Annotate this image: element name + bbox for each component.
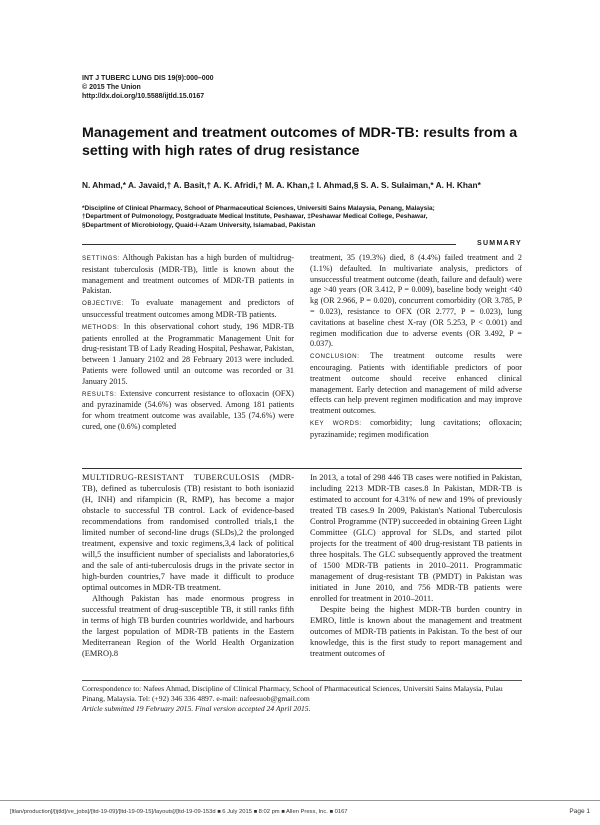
submission-dates: Article submitted 19 February 2015. Final version accepted 24 April 2015.	[82, 704, 311, 713]
body-right-column	[310, 472, 522, 659]
objective-label: OBJECTIVE:	[82, 300, 125, 308]
body-paragraph: Despite being the highest MDR-TB burden country in EMRO, little is known about the management and treatment outcomes of MDR-TB patients in Pakistan. To the best of our knowledge, this is the first study to report management and treatment outcomes of	[310, 605, 522, 658]
affiliation-line: †Department of Pulmonology, Postgraduate Medical Institute, Peshawar, ‡Peshawar Medical College, Peshawar,	[82, 213, 428, 221]
keywords-label: KEY WORDS:	[310, 419, 362, 427]
body-paragraph: In 2013, a total of 298 446 TB cases were notified in Pakistan, including 2213 MDR-TB cases.8 In Pakistan, MDR-TB is estimated to account for 4.31% of new and 19% of previously treated TB cases.9 In 2009, Pakistan's National Tuberculosis Control Programme (NTP) succeeded in obtaining Green Light Committee (GLC) approval for SLDs, and started pilot projects for the treatment of 400 drug-resistant TB patients in three hospitals. The GLC subsequently approved the treatment of 1500 MDR-TB patients in 2010–2011. Programmatic management of drug-resistant TB (PMDT) in Pakistan was initiated in June 2010, and 756 MDR-TB patients were enrolled for treatment in 2010–2011.	[310, 473, 522, 603]
abstract-results	[82, 389, 294, 433]
abstract-methods	[82, 322, 294, 388]
conclusion-label: CONCLUSION:	[310, 353, 360, 361]
abstract-objective	[82, 298, 294, 321]
footnote	[82, 684, 522, 714]
summary-heading: SUMMARY	[476, 240, 522, 247]
abstract-left-column	[82, 253, 294, 434]
abstract-setting	[82, 253, 294, 297]
journal-doi[interactable]: http://dx.doi.org/10.5588/ijtld.15.0167	[82, 93, 205, 100]
methods-text: In this observational cohort study, 196 MDR-TB patients enrolled at the Programmatic Management Unit for drug-resistant TB of Lady Reading Hospital, Peshawar, Pakistan, between 1 January 2102 and 28 February 2013 were included. Patients were followed until an outcome was recorded or 31 January 2015.	[82, 321, 295, 386]
setting-text: Although Pakistan has a high burden of multidrug-resistant tuberculosis (MDR-TB), little is known about the management and treatment outcomes of MDR-TB patients in Pakistan.	[82, 253, 294, 296]
abstract-bottom-divider	[82, 468, 522, 469]
print-slug-bar	[0, 800, 600, 825]
setting-label: SETTINGS:	[82, 255, 121, 262]
paragraph-text: (MDR-TB), defined as tuberculosis (TB) resistant to both isoniazid (H, INH) and rifampicin (R, RMP), has become a major obstacle to successful TB control. Lack of evidence-based recommendations from randomised controlled trials,1 the limited number of second-line drugs (SLDs),2 the prolonged treatment, expensive and toxic regimens,3,4 lack of political will,5 the insufficient number of specialists and laboratories,6 and the sale of anti-tuberculosis drugs in the private sector in high-burden countries,7 have made it difficult to produce optimal outcomes in MDR-TB treatment.	[82, 473, 294, 592]
abstract-keywords	[310, 418, 522, 441]
journal-header	[82, 74, 213, 101]
affiliations	[82, 205, 522, 230]
footnote-divider	[82, 680, 522, 681]
abstract-right-column	[310, 253, 522, 442]
results-label: RESULTS:	[82, 390, 117, 398]
page-number: Page 1	[569, 808, 590, 815]
journal-citation: INT J TUBERC LUNG DIS 19(9):000–000	[82, 75, 214, 82]
summary-divider	[82, 244, 456, 245]
methods-label: METHODS:	[82, 323, 120, 331]
journal-copyright: © 2015 The Union	[82, 84, 141, 91]
affiliation-line: *Discipline of Clinical Pharmacy, School of Pharmaceutical Sciences, Universiti Sains Malaysia, Penang, Malaysia;	[82, 205, 435, 212]
article-title: Management and treatment outcomes of MDR-TB: results from a setting with high rates of drug resistance	[82, 125, 518, 159]
correspondence: Correspondence to: Nafees Ahmad, Discipline of Clinical Pharmacy, School of Pharmaceutical Sciences, Universiti Sains Malaysia, Pulau Pinang, Malaysia. Tel: (+92) 346 336 4897. e-mail: nafeesuob@gmail.com	[82, 684, 503, 703]
objective-text: To evaluate management and predictors of unsuccessful treatment outcomes among MDR-TB patients.	[82, 298, 294, 319]
results-text-a: Extensive concurrent resistance to ofloxacin (OFX) and pyrazinamide (54.6%) was observed. Among 181 patients for whom treatment outcome was available, 135 (74.6%) were cured, one (0.6%) completed	[82, 388, 295, 431]
conclusion-text: The treatment outcome results were encouraging. Patients with identifiable predictors of poor treatment outcome should receive enhanced clinical management. Early detection and management of mild adverse effects can help prevent regimen modification and may improve treatment outcomes.	[310, 351, 522, 416]
body-paragraph: Although Pakistan has made enormous progress in successful treatment of drug-susceptible TB, it still ranks fifth in terms of high TB burden countries worldwide, and harbours the largest population of MDR-TB patients in the Eastern Mediterranean Region of the World Health Organization (EMRO).8	[82, 594, 294, 658]
affiliation-line: §Department of Microbiology, Quaid-i-Azam University, Islamabad, Pakistan	[82, 221, 316, 229]
lead-in: MULTIDRUG-RESISTANT TUBERCULOSIS	[82, 473, 260, 482]
keywords-text: comorbidity; lung cavitations; ofloxacin; pyrazinamide; regimen modification	[310, 417, 522, 439]
body-left-column	[82, 472, 294, 659]
author-list: N. Ahmad,* A. Javaid,† A. Basit,† A. K. Afridi,† M. A. Khan,‡ I. Ahmad,§ S. A. S. Sulaiman,* A. H. Khan*	[82, 180, 481, 190]
abstract-conclusion	[310, 351, 522, 417]
abstract-results-cont: treatment, 35 (19.3%) died, 8 (4.4%) failed treatment and 2 (1.1%) defaulted. In multivariate analysis, predictors of unsuccessful treatment outcome (death, failure and default) were age >40 years (OR 3.412, P = 0.009), baseline body weight <40 kg (OR 2.966, P = 0.020), concurrent comorbidity (OR 3.785, P = 0.023), resistance to OFX (OR 2.777, P = 0.023), lung cavitations at baseline chest X-ray (OR 5.253, P < 0.001) and regimen modification due to adverse events (OR 3.492, P = 0.037).	[310, 253, 522, 349]
body-paragraph	[82, 472, 294, 593]
production-path: [ltlan/production]/[ijtld]/ve_jobs]/[ltd-19-09]/[ltd-19-09-15]/layouts]/[ltd-19-09-153d ■ 6 July 2015 ■ 8:02 pm ■ Allen Press, Inc. ■ 0167	[10, 809, 348, 815]
